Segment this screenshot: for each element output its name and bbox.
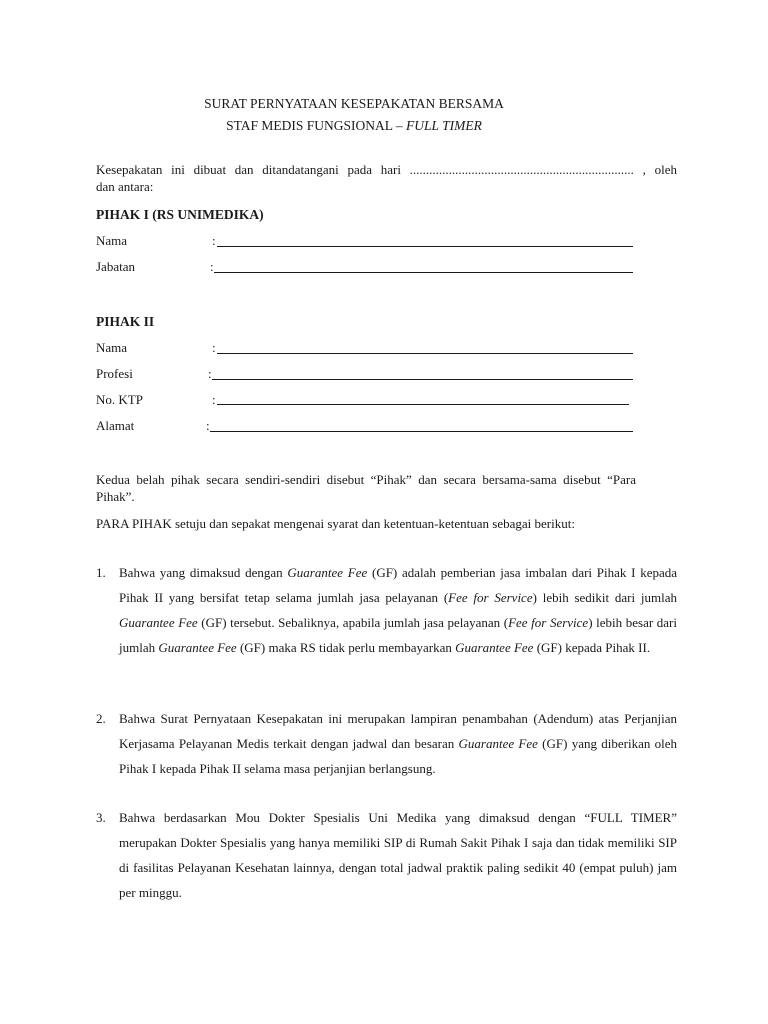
- clause-1-number: 1.: [96, 565, 106, 580]
- clause-3-number: 3.: [96, 810, 106, 825]
- clause-2-number: 2.: [96, 711, 106, 726]
- clause-3-text: Bahwa berdasarkan Mou Dokter Spesialis Uni Medika yang dimaksud dengan “FULL TIMER” merupakan Dokter Spesialis yang hanya memiliki SIP di Rumah Sakit Pihak I saja dan tidak memiliki SIP di fasilitas Pelayanan Kesehatan lainnya, dengan total jadwal praktik paling sedikit 40 (empat puluh) jam per minggu.: [119, 810, 677, 900]
- pihak2-heading: PIHAK II: [96, 314, 155, 329]
- statement-line2: Pihak”.: [96, 489, 135, 504]
- clause-1-italic-term: Guarantee Fee: [119, 615, 198, 630]
- clause-1-text-part: Bahwa yang dimaksud dengan: [119, 565, 288, 580]
- clause-2-text: [119, 706, 677, 781]
- clause-1-italic-term: Guarantee Fee: [158, 640, 237, 655]
- pihak1-nama-field[interactable]: [217, 246, 633, 247]
- clause-2-italic-term: Guarantee Fee: [458, 736, 538, 751]
- clause-1-text-part: ) lebih besar dari jumlah: [119, 615, 677, 655]
- clause-1-italic-term: Fee for Service: [508, 615, 589, 630]
- pihak2-alamat-label: Alamat: [96, 418, 135, 433]
- clause-1-text-part: ) lebih sedikit dari jumlah: [532, 590, 677, 605]
- pihak2-profesi-label: Profesi: [96, 366, 133, 381]
- document-title-line1: SURAT PERNYATAAN KESEPAKATAN BERSAMA: [204, 96, 504, 111]
- intro-line1: Kesepakatan ini dibuat dan ditandatangani pada hari ..................................................................... , oleh: [96, 162, 677, 177]
- title-line2-main: STAF MEDIS FUNGSIONAL –: [226, 118, 407, 133]
- clause-1-text-part: (GF) tersebut. Sebaliknya, apabila jumlah jasa pelayanan (: [197, 615, 509, 630]
- clause-1-text-part: (GF) adalah pemberian jasa imbalan dari Pihak I kepada Pihak II yang bersifat tetap selama jumlah jasa pelayanan (: [119, 565, 677, 605]
- pihak2-ktp-colon: :: [212, 392, 216, 407]
- clause-1-italic-term: Guarantee Fee: [287, 565, 368, 580]
- clause-1-italic-term: Fee for Service: [448, 590, 533, 605]
- agreement-sentence: PARA PIHAK setuju dan sepakat mengenai syarat dan ketentuan-ketentuan sebagai berikut:: [96, 516, 575, 531]
- pihak2-ktp-field[interactable]: [217, 404, 629, 405]
- clause-1-italic-term: Guarantee Fee: [455, 640, 534, 655]
- title-line2-italic: FULL TIMER: [406, 118, 482, 133]
- pihak2-nama-field[interactable]: [217, 353, 633, 354]
- pihak2-profesi-colon: :: [208, 366, 212, 381]
- pihak2-ktp-label: No. KTP: [96, 392, 143, 407]
- pihak2-alamat-field[interactable]: [210, 431, 633, 432]
- clause-2-text-part: (GF) yang diberikan oleh Pihak I kepada Pihak II selama masa perjanjian berlangsung.: [119, 736, 677, 776]
- pihak1-heading: PIHAK I (RS UNIMEDIKA): [96, 207, 264, 222]
- pihak1-jabatan-label: Jabatan: [96, 259, 135, 274]
- pihak2-nama-label: Nama: [96, 340, 128, 355]
- pihak1-jabatan-field[interactable]: [214, 272, 633, 273]
- document-title-line2: [0, 118, 708, 134]
- clause-1-text-part: (GF) maka RS tidak perlu membayarkan: [236, 640, 456, 655]
- clause-2-text-part: Bahwa Surat Pernyataan Kesepakatan ini merupakan lampiran penambahan (Adendum) atas Perjanjian Kerjasama Pelayanan Medis terkait dengan jadwal dan besaran: [119, 711, 677, 751]
- clause-1-text: [119, 560, 677, 660]
- clause-1-text-part: (GF) kepada Pihak II.: [533, 640, 651, 655]
- pihak1-nama-label: Nama: [96, 233, 128, 248]
- statement-line1: Kedua belah pihak secara sendiri-sendiri disebut “Pihak” dan secara bersama-sama disebut “Para: [96, 472, 636, 487]
- pihak2-alamat-colon: :: [206, 418, 210, 433]
- pihak2-nama-colon: :: [212, 340, 216, 355]
- intro-line2: dan antara:: [96, 179, 154, 194]
- pihak1-jabatan-colon: :: [210, 259, 214, 274]
- pihak1-nama-colon: :: [212, 233, 216, 248]
- pihak2-profesi-field[interactable]: [212, 379, 633, 380]
